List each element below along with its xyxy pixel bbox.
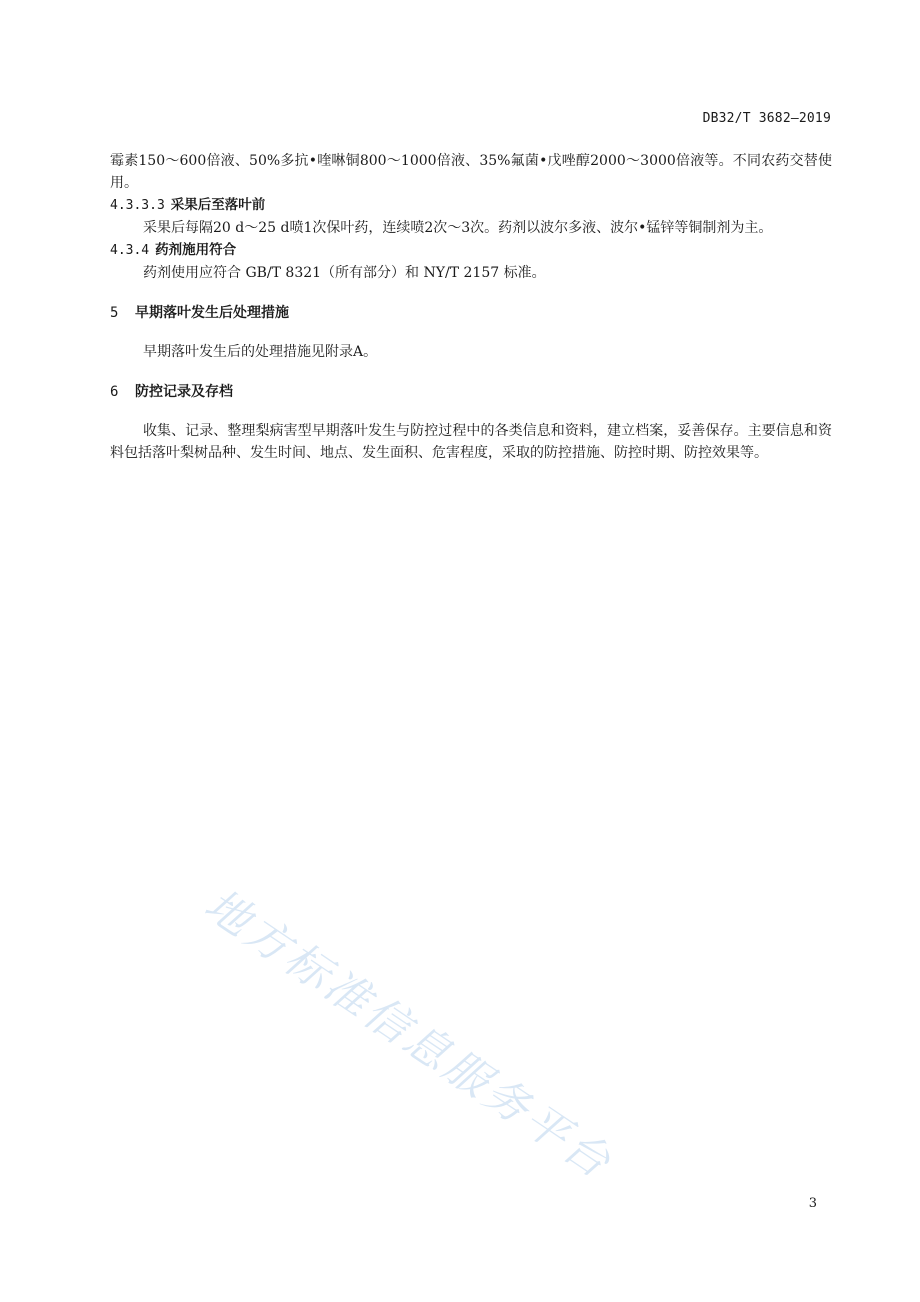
spacer [110,403,832,420]
standard-code: DB32/T 3682—2019 [702,111,831,126]
spacer [110,324,832,341]
heading-number: 4.3.3.3 [110,198,165,213]
paragraph-6: 收集、记录、整理梨病害型早期落叶发生与防控过程中的各类信息和资料，建立档案，妥善保存。主要信息和资料包括落叶梨树品种、发生时间、地点、发生面积、危害程度，采取的防控措施、防控时期、防控效果等。 [110,423,832,461]
paragraph-5: 早期落叶发生后的处理措施见附录A。 [143,344,378,360]
heading-title: 药剂施用符合 [155,242,237,258]
spacer [110,363,832,381]
watermark: 地方标准信息服务平台 [195,879,622,1190]
heading-5 [110,302,832,324]
heading-title: 早期落叶发生后处理措施 [135,305,289,321]
paragraph-4-3-4: 药剂使用应符合 GB/T 8321（所有部分）和 NY/T 2157 标准。 [143,265,546,281]
page-number: 3 [808,1196,817,1211]
heading-title: 防控记录及存档 [135,384,233,400]
spacer [110,284,832,302]
document-body [110,150,832,464]
heading-number: 4.3.4 [110,243,150,258]
continued-paragraph: 霉素150～600倍液、50%多抗•喹啉铜800～1000倍液、35%氟菌•戊唑醇2000～3000倍液等。不同农药交替使用。 [110,153,832,191]
heading-6 [110,381,832,403]
paragraph-4-3-3-3: 采果后每隔20 d～25 d喷1次保叶药，连续喷2次～3次。药剂以波尔多液、波尔•锰锌等铜制剂为主。 [143,220,773,236]
heading-4-3-4 [110,239,832,262]
heading-number: 6 [110,384,119,400]
heading-4-3-3-3 [110,194,832,217]
heading-title: 采果后至落叶前 [170,197,266,213]
heading-number: 5 [110,305,119,321]
